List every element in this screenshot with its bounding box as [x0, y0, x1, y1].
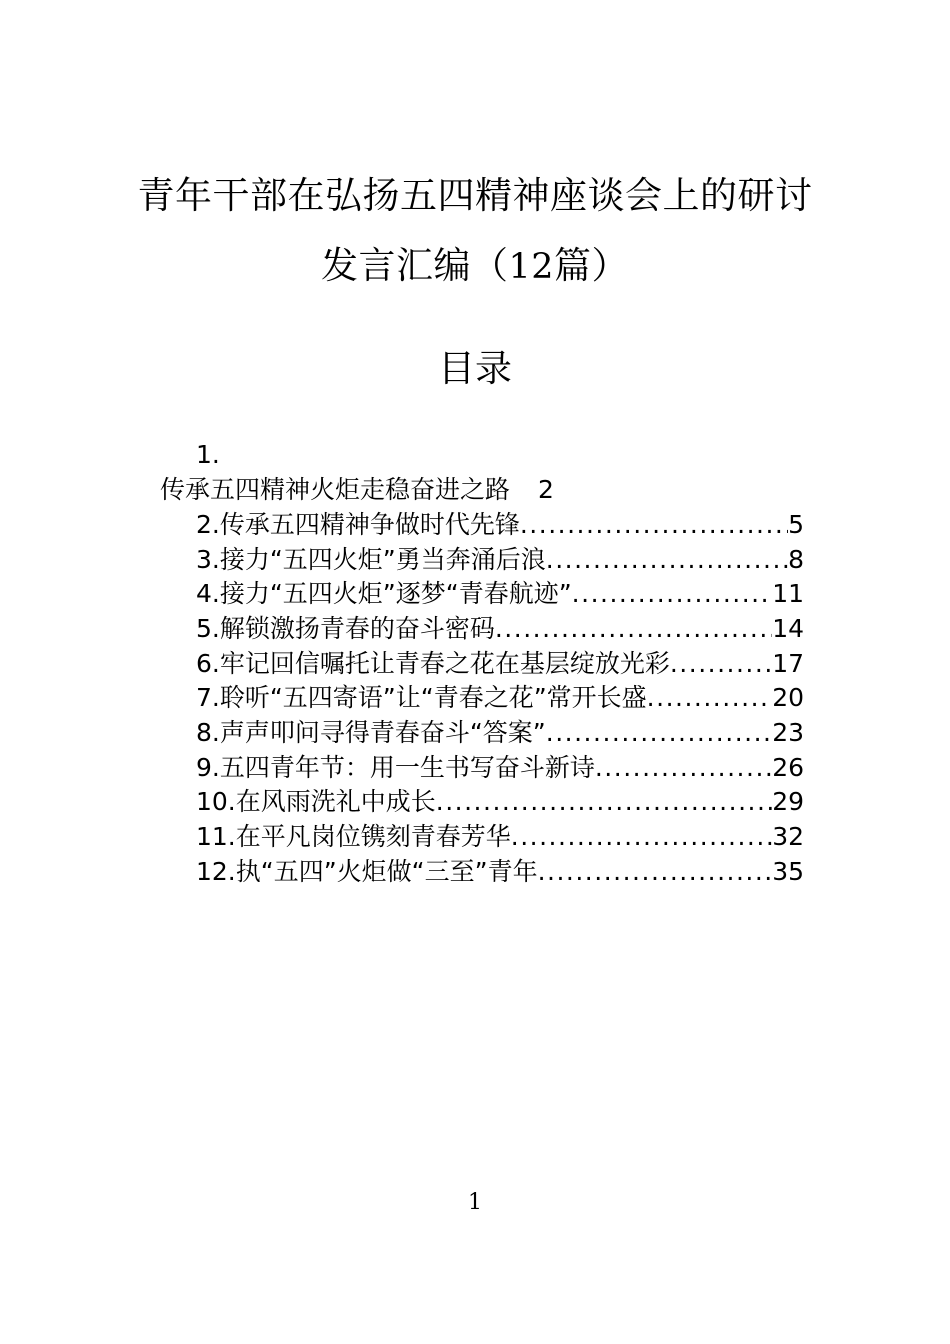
toc-leader-dots: [546, 716, 772, 750]
toc-item-title: 3.接力“五四火炬”勇当奔涌后浪: [196, 545, 546, 574]
toc-item-page: 35: [772, 857, 804, 886]
toc-item-page: 14: [772, 614, 804, 643]
toc-item-title: 8.声声叩问寻得青春奋斗“答案”: [196, 718, 546, 747]
toc-item-2[interactable]: [196, 508, 804, 542]
toc-item-title: 12.执“五四”火炬做“三至”青年: [196, 857, 538, 886]
toc-item-title: 7.聆听“五四寄语”让“青春之花”常开长盛: [196, 683, 647, 712]
toc-item-11[interactable]: [196, 820, 804, 854]
toc-item-title: 9.五四青年节：用一生书写奋斗新诗: [196, 753, 595, 782]
toc-item-title: 6.牢记回信嘱托让青春之花在基层绽放光彩: [196, 649, 670, 678]
toc-item-10[interactable]: [196, 785, 804, 819]
page-number: 1: [468, 1190, 482, 1215]
toc-item-5[interactable]: [196, 612, 804, 646]
toc-leader-dots: [572, 577, 773, 611]
title-text-2-post: 篇）: [554, 244, 630, 287]
toc-item-page: 32: [772, 822, 804, 851]
document-title-line-1: [0, 172, 950, 220]
toc-item-title: 5.解锁激扬青春的奋斗密码: [196, 614, 495, 643]
toc-leader-dots: [520, 508, 788, 542]
toc-leader-dots: [495, 612, 772, 646]
toc-item-page: 20: [772, 683, 804, 712]
title-text-2-pre: 发言汇编（: [320, 244, 509, 287]
toc-item-1[interactable]: [160, 473, 554, 507]
toc-item-6[interactable]: [196, 647, 804, 681]
toc-leader-dots: [647, 681, 773, 715]
toc-item-4[interactable]: [196, 577, 804, 611]
toc-item-page: 26: [772, 753, 804, 782]
toc-leader-dots: [436, 785, 772, 819]
toc-leader-dots: [511, 820, 772, 854]
toc-item-8[interactable]: [196, 716, 804, 750]
title-count: 12: [508, 247, 555, 287]
toc-item-12[interactable]: [196, 855, 804, 889]
toc-leader-dots: [538, 855, 773, 889]
toc-item-page: 23: [772, 718, 804, 747]
toc-item-page: 17: [772, 649, 804, 678]
toc-item-page: 29: [772, 787, 804, 816]
toc-item-page: 11: [772, 579, 804, 608]
toc-item-3[interactable]: [196, 543, 804, 577]
toc-leader-dots: [670, 647, 772, 681]
toc-item-page: 8: [788, 545, 804, 574]
toc-item-1-number[interactable]: 1.: [196, 440, 220, 469]
toc-item-title: 4.接力“五四火炬”逐梦“青春航迹”: [196, 579, 572, 608]
toc-item-title: 10.在风雨洗礼中成长: [196, 787, 436, 816]
toc-item-title: 2.传承五四精神争做时代先锋: [196, 510, 520, 539]
title-text-1: 青年干部在弘扬五四精神座谈会上的研讨: [137, 174, 813, 217]
toc-heading: 目录: [438, 347, 512, 390]
toc-item-7[interactable]: [196, 681, 804, 715]
toc-leader-dots: [546, 543, 788, 577]
toc-item-9[interactable]: [196, 751, 804, 785]
toc-leader-dots: [595, 751, 772, 785]
document-title-line-2: [0, 242, 950, 291]
toc-item-title: 11.在平凡岗位镌刻青春芳华: [196, 822, 511, 851]
toc-item-page: 2: [538, 475, 554, 504]
toc-item-page: 5: [788, 510, 804, 539]
toc-item-title: 传承五四精神火炬走稳奋进之路: [160, 475, 511, 504]
